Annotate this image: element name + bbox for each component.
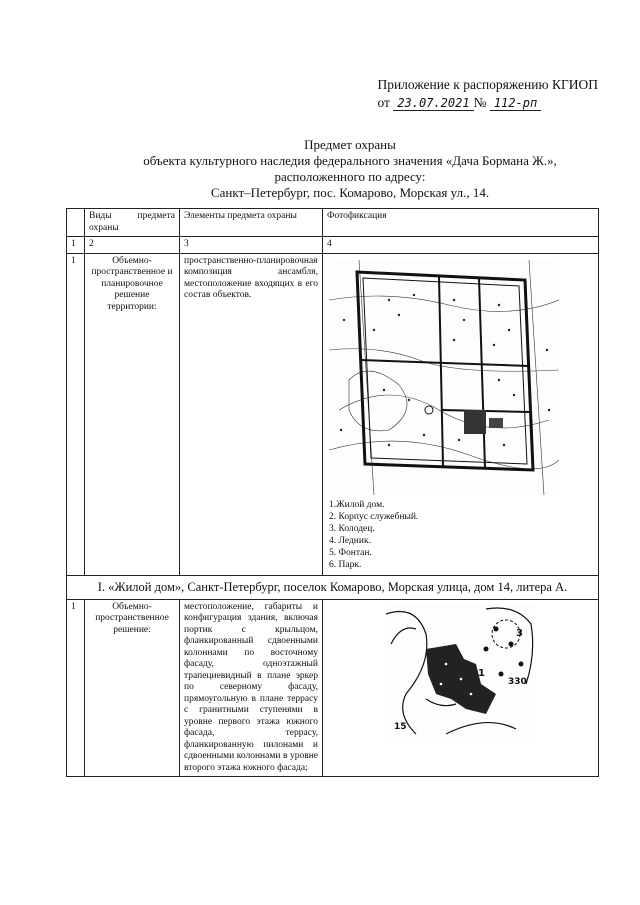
protection-type: Объемно-пространственное и планировочное решение территории: [85,253,180,575]
table-row [67,253,599,575]
numbering-cell: 2 [85,237,180,254]
protection-table [66,208,599,777]
title-line-3: расположенного по адресу: [274,169,426,184]
title-line-1: Предмет охраны [304,137,396,152]
legend-item: 1.Жилой дом. [329,499,385,510]
protection-elements: пространственно-планировочная композиция ансамбля, местоположение входящих в его состав объектов. [180,253,323,575]
protection-elements: местоположение, габариты и конфигурация здания, включая портик с крыльцом, фланкированный сдвоенными колоннами по восточному фасаду, одноэтажный трапециевидный в плане эркер по северному фасаду, прямоугольную в плане террасу с гранитными ступенями в уровне первого этажа южного фасада, террасу, фланкированную пилонами и сдвоенными колоннами в уровне второго этажа южного фасада; [180,599,323,777]
building-plan-map [386,604,536,739]
table-row [67,599,599,777]
header-cell-num [67,209,85,237]
map-label-1: 1 [477,667,485,679]
map-label-3: 3 [515,627,523,639]
numbering-cell: 3 [180,237,323,254]
row-number: 1 [67,253,85,575]
document-title [60,137,640,201]
row-number: 1 [67,599,85,777]
table-header-row [67,209,599,237]
section-heading-row [67,575,599,599]
photo-cell [323,253,599,575]
protection-type: Объемно-пространственное решение: [85,599,180,777]
photo-cell [323,599,599,777]
title-line-4: Санкт–Петербург, пос. Комарово, Морская ул., 14. [210,185,490,200]
numbering-cell: 4 [323,237,599,254]
header-cell-elements: Элементы предмета охраны [180,209,323,237]
map-label-330: 330 [507,676,527,687]
header-cell-type: Виды предмета охраны [85,209,180,237]
number-prefix: № [473,95,487,110]
legend-item: 4. Ледник. [329,535,371,546]
legend-item: 2. Корпус служебный. [329,511,419,522]
header-cell-photo: Фотофиксация [323,209,599,237]
date-number-line [377,94,598,112]
handwritten-date: 23.07.2021 [393,96,473,111]
section-heading: I. «Жилой дом», Санкт-Петербург, поселок Комарово, Морская улица, дом 14, литера А. [67,575,599,599]
handwritten-number: 112-рп [490,96,541,111]
title-line-2: объекта культурного наследия федерального значения «Дача Бормана Ж.», [143,153,557,168]
date-prefix: от [377,95,390,110]
appendix-line: Приложение к распоряжению КГИОП [377,77,598,92]
map-label-15: 15 [393,721,407,732]
legend-item: 5. Фонтан. [329,547,372,558]
legend-item: 3. Колодец. [329,523,375,534]
table-numbering-row [67,237,599,254]
legend-item: 6. Парк. [329,559,362,570]
document-header [377,76,598,112]
numbering-cell: 1 [67,237,85,254]
site-plan-map [329,260,559,495]
site-legend [329,499,594,571]
